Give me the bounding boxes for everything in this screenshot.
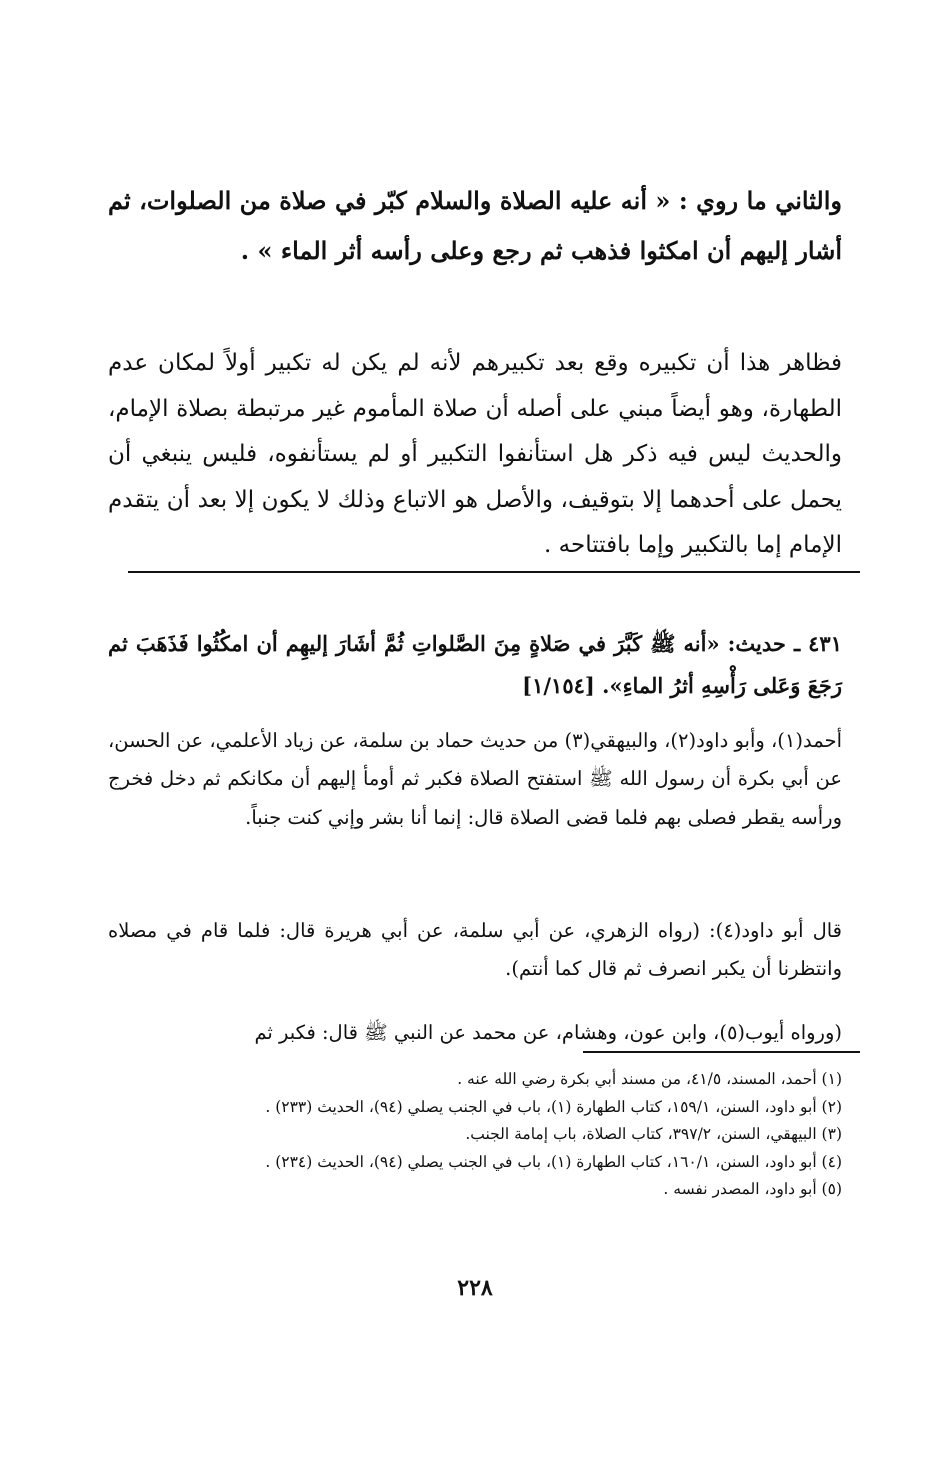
commentary-paragraph-ayyub: (ورواه أيوب(٥)، وابن عون، وهشام، عن محمد عن النبي ﷺ قال: فكبر ثم (254, 1020, 842, 1044)
section-divider (128, 571, 860, 573)
footnote-1: (١) أحمد، المسند، ٤١/٥، من مسند أبي بكرة رضي الله عنه . (457, 1070, 842, 1088)
footnotes (108, 1066, 842, 1204)
body-paragraph-narration: والثاني ما روي : « أنه عليه الصلاة والسلام كبّر في صلاة من الصلوات، ثم أشار إليهم أن امكثوا فذهب ثم رجع وعلى رأسه أثر الماء » . (108, 186, 842, 265)
footnote-2: (٢) أبو داود، السنن، ١٥٩/١، كتاب الطهارة (١)، باب في الجنب يصلي (٩٤)، الحديث (٢٣٣) . (265, 1097, 842, 1116)
footnote-divider (583, 1051, 860, 1053)
footnote-3: (٣) البيهقي، السنن، ٣٩٧/٢، كتاب الصلاة، باب إمامة الجنب. (465, 1125, 842, 1143)
commentary-paragraph-sources: أحمد(١)، وأبو داود(٢)، والبيهقي(٣) من حديث حماد بن سلمة، عن زياد الأعلمي، عن الحسن، عن أبي بكرة أن رسول الله ﷺ استفتح الصلاة فكبر ثم أومأ إليهم أن مكانكم ثم دخل فخرج ورأسه يقطر فصلى بهم فلما قضى الصلاة قال: إنما أنا بشر وإني كنت جنباً. (107, 728, 842, 829)
footnote-4: (٤) أبو داود، السنن، ١٦٠/١، كتاب الطهارة (١)، باب في الجنب يصلي (٩٤)، الحديث (٢٣٤) . (265, 1152, 842, 1171)
hadith-heading: ٤٣١ ـ حديث: «أنه ﷺ كَبَّرَ في صَلاةٍ مِنَ الصَّلواتِ ثُمَّ أشَارَ إليهِم أن امكُثُوا فَذَهَبَ ثم رَجَعَ وَعَلى رَأْسِهِ أثرُ الماءِ». [١/١٥٤] (108, 631, 842, 698)
body-paragraph-explanation: فظاهر هذا أن تكبيره وقع بعد تكبيرهم لأنه لم يكن له تكبير أولاً لمكان عدم الطهارة، وهو أيضاً مبني على أصله أن صلاة المأموم غير مرتبطة بصلاة الإمام، والحديث ليس فيه ذكر هل استأنفوا التكبير أو لم يستأنفوه، فليس ينبغي أن يحمل على أحدهما إلا بتوقيف، والأصل هو الاتباع وذلك لا يكون إلا بعد أن يتقدم الإمام إما بالتكبير وإما بافتتاحه . (108, 350, 842, 558)
page-number: ٢٢٨ (457, 1275, 493, 1301)
commentary-paragraph-abu-dawud: قال أبو داود(٤): (رواه الزهري، عن أبي سلمة، عن أبي هريرة قال: فلما قام في مصلاه وانتظرنا أن يكبر انصرف ثم قال كما أنتم). (108, 918, 843, 980)
footnote-5: (٥) أبو داود، المصدر نفسه . (663, 1180, 842, 1198)
